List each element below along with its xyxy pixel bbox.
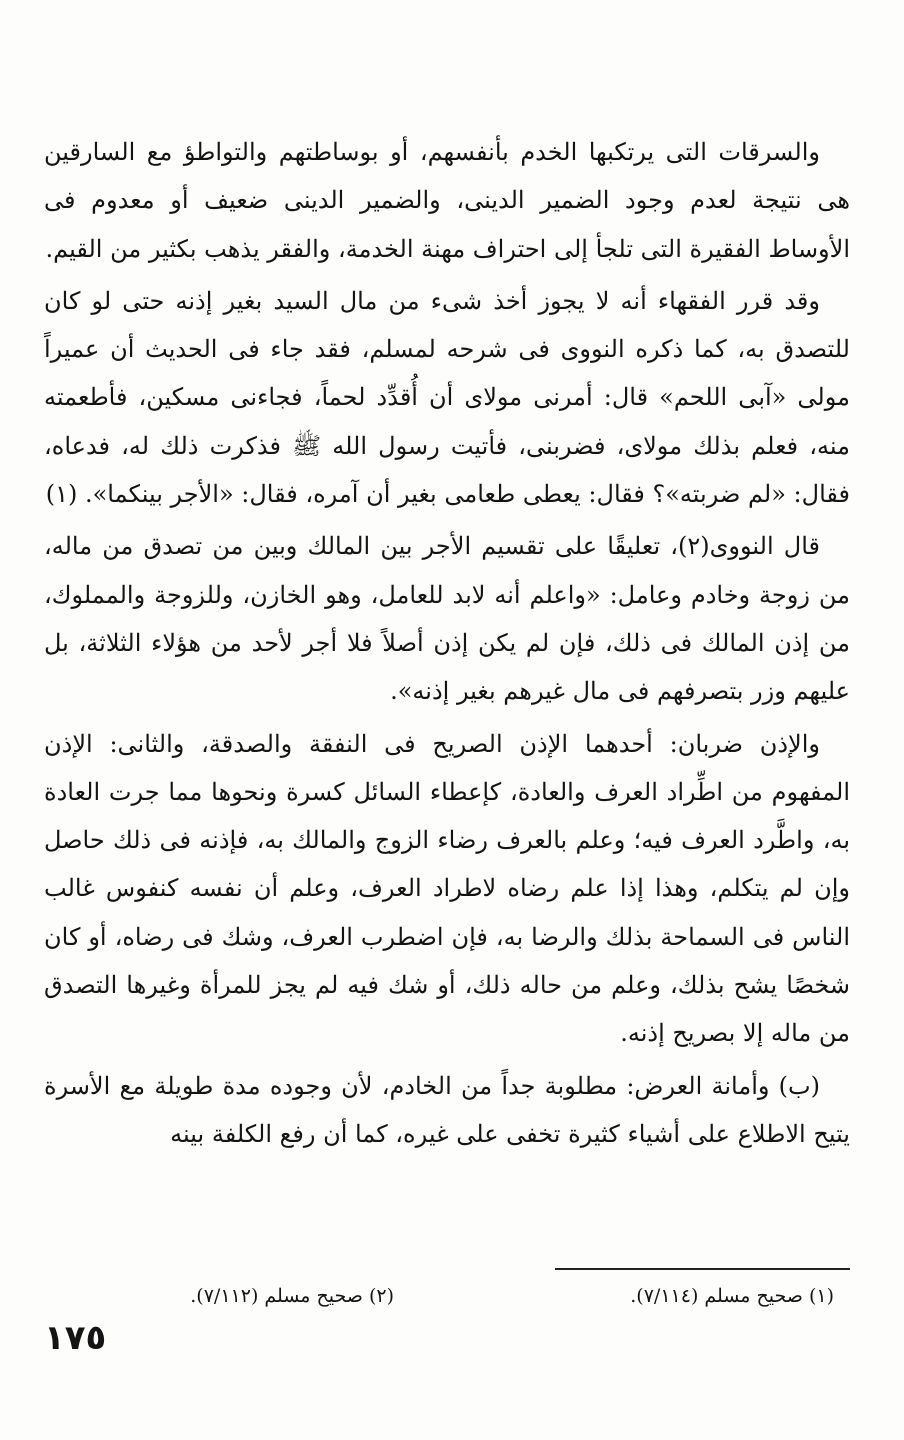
footnote-divider xyxy=(555,1268,850,1270)
page-body xyxy=(44,128,850,1162)
footnote-2: (٢) صحيح مسلم (٧/١١٢). xyxy=(190,1285,394,1307)
paragraph-3: قال النووى(٢)، تعليقًا على تقسيم الأجر بين المالك وبين من تصدق من ماله، من زوجة وخادم وعامل: «واعلم أنه لابد للعامل، وهو الخازن، وللزوجة والمملوك، من إذن المالك فى ذلك، فإن لم يكن إذن أصلاً فلا أجر لأحد من هؤلاء الثلاثة، بل عليهم وزر بتصرفهم فى مال غيرهم بغير إذنه». xyxy=(44,532,850,706)
footnote-1: (١) صحيح مسلم (٧/١١٤). xyxy=(630,1285,834,1307)
paragraph-5: (ب) وأمانة العرض: مطلوبة جداً من الخادم، لأن وجوده مدة طويلة مع الأسرة يتيح الاطلاع على أشياء كثيرة تخفى على غيره، كما أن رفع الكلفة بينه xyxy=(44,1071,850,1148)
paragraph-1: والسرقات التى يرتكبها الخدم بأنفسهم، أو بوساطتهم والتواطؤ مع السارقين هى نتيجة لعدم وجود الضمير الدينى، والضمير الدينى ضعيف أو معدوم فى الأوساط الفقيرة التى تلجأ إلى احتراف مهنة الخدمة، والفقر يذهب بكثير من القيم. xyxy=(44,138,850,263)
page-number: ١٧٥ xyxy=(44,1318,107,1358)
paragraph-2: وقد قرر الفقهاء أنه لا يجوز أخذ شىء من مال السيد بغير إذنه حتى لو كان للتصدق به، كما ذكره النووى فى شرحه لمسلم، فقد جاء فى الحديث أن عميراً مولى «آبى اللحم» قال: أمرنى مولاى أن أُقدِّد لحماً، فجاءنى مسكين، فأطعمته منه، فعلم بذلك مولاى، فضربنى، فأتيت رسول الله ﷺ فذكرت ذلك له، فدعاه، فقال: «لم ضربته»؟ فقال: يعطى طعامى بغير أن آمره، فقال: «الأجر بينكما». (١) xyxy=(44,286,850,509)
paragraph-4: والإذن ضربان: أحدهما الإذن الصريح فى النفقة والصدقة، والثانى: الإذن المفهوم من اطِّراد العرف والعادة، كإعطاء السائل كسرة ونحوها مما جرت العادة به، واطَّرد العرف فيه؛ وعلم بالعرف رضاء الزوج والمالك به، فإذنه فى ذلك حاصل وإن لم يتكلم، وهذا إذا علم رضاه لاطراد العرف، وعلم أن نفسه كنفوس غالب الناس فى السماحة بذلك والرضا به، فإن اضطرب العرف، وشك فى رضاه، أو كان شخصًا يشح بذلك، وعلم من حاله ذلك، أو شك فيه لم يجز للمرأة وغيرها التصدق من ماله إلا بصريح إذنه. xyxy=(44,729,851,1048)
